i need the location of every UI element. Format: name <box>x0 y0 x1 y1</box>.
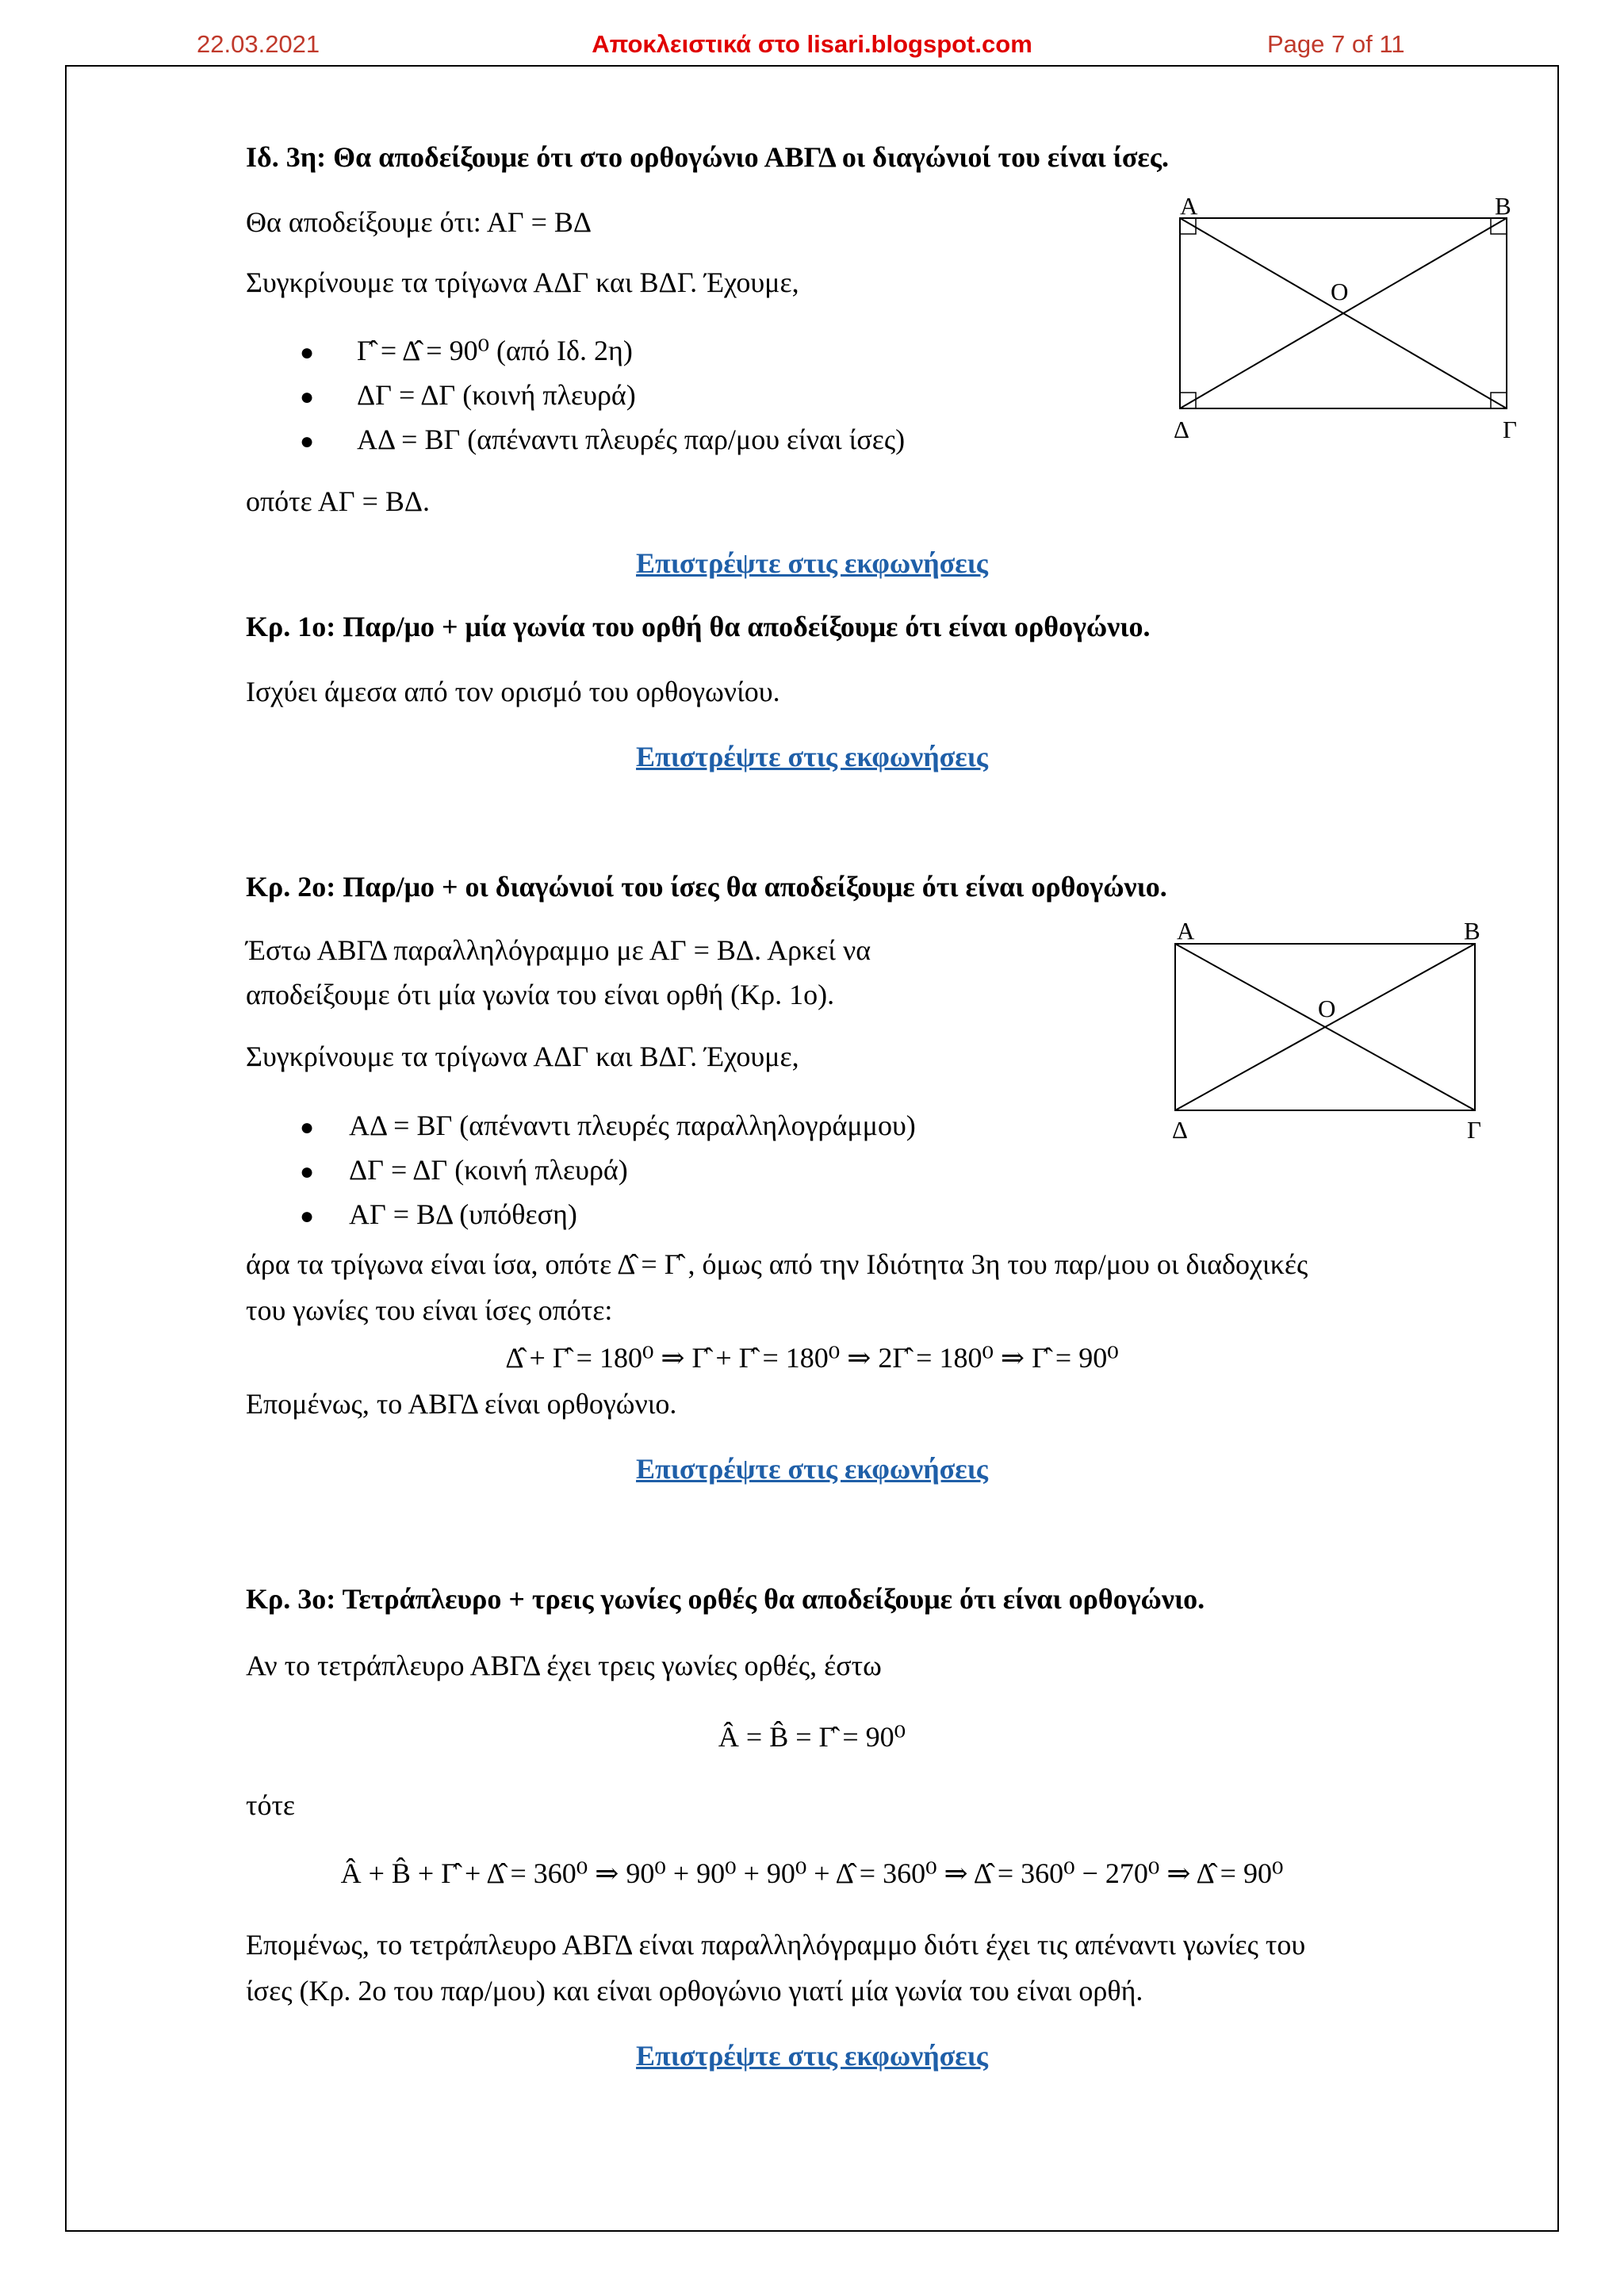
bullet-dot: ● <box>300 1114 315 1140</box>
return-link[interactable]: Επιστρέψτε στις εκφωνήσεις <box>636 1453 988 1485</box>
vertex-label-d: Δ <box>1172 1116 1188 1144</box>
vertex-label-a: Α <box>1177 917 1195 945</box>
sec3-bullet3: ΑΓ = ΒΔ (υπόθεση) <box>349 1198 577 1230</box>
vertex-label-b: Β <box>1495 192 1511 220</box>
sec4-title: Κρ. 3ο: Τετράπλευρο + τρεις γωνίες ορθές θα αποδείξουμε ότι είναι ορθογώνιο. <box>246 1583 1205 1615</box>
sec2-line1: Ισχύει άμεσα από τον ορισμό του ορθογωνίου. <box>246 676 780 707</box>
sec1-title: Ιδ. 3η: Θα αποδείξουμε ότι στο ορθογώνιο ΑΒΓΔ οι διαγώνιοί του είναι ίσες. <box>246 141 1169 173</box>
sec4-equation2: Â + B̂ + Γ̂ + Δ̂ = 360⁰ ⇒ 90⁰ + 90⁰ + 90⁰ + Δ̂ = 360⁰ ⇒ Δ̂ = 360⁰ − 270⁰ ⇒ Δ̂ = 90⁰ <box>340 1857 1284 1889</box>
sec3-bullet1: ΑΔ = ΒΓ (απέναντι πλευρές παραλληλογράμμου) <box>349 1110 916 1141</box>
vertex-label-g: Γ <box>1467 1116 1481 1144</box>
sec3-title: Κρ. 2ο: Παρ/μο + οι διαγώνιοί του ίσες θα αποδείξουμε ότι είναι ορθογώνιο. <box>246 871 1167 903</box>
sec1-bullet3: ΑΔ = ΒΓ (απέναντι πλευρές παρ/μου είναι ίσες) <box>357 424 906 455</box>
bullet-dot: ● <box>300 1159 315 1185</box>
bullet-dot: ● <box>300 428 315 454</box>
rectangle-figure-1 <box>1166 190 1530 452</box>
sec3-line1: Έστω ΑΒΓΔ παραλληλόγραμμο με ΑΓ = ΒΔ. Αρκεί να <box>246 934 871 966</box>
vertex-label-a: Α <box>1180 192 1198 220</box>
sec2-title: Κρ. 1ο: Παρ/μο + μία γωνία του ορθή θα αποδείξουμε ότι είναι ορθογώνιο. <box>246 611 1151 642</box>
center-label-o: Ο <box>1331 278 1349 305</box>
sec1-conclusion: οπότε ΑΓ = ΒΔ. <box>246 485 431 517</box>
header-date: 22.03.2021 <box>197 30 320 58</box>
sec3-equation: Δ̂ + Γ̂ = 180⁰ ⇒ Γ̂ + Γ̂ = 180⁰ ⇒ 2Γ̂ = 180⁰ ⇒ Γ̂ = 90⁰ <box>505 1342 1119 1374</box>
sec3-line4: άρα τα τρίγωνα είναι ίσα, οπότε Δ̂ = Γ̂ , όμως από την Ιδιότητα 3η του παρ/μου οι διαδοχικές <box>246 1248 1308 1280</box>
bullet-dot: ● <box>300 384 315 410</box>
sec3-line6: Επομένως, το ΑΒΓΔ είναι ορθογώνιο. <box>246 1388 677 1420</box>
sec3-line2: αποδείξουμε ότι μία γωνία του είναι ορθή (Κρ. 1ο). <box>246 979 835 1010</box>
sec4-line4: ίσες (Κρ. 2ο του παρ/μου) και είναι ορθογώνιο γιατί μία γωνία του είναι ορθή. <box>246 1975 1143 2007</box>
sec4-line3: Επομένως, το τετράπλευρο ΑΒΓΔ είναι παραλληλόγραμμο διότι έχει τις απέναντι γωνίες του <box>246 1929 1306 1961</box>
sec4-line1: Αν το τετράπλευρο ΑΒΓΔ έχει τρεις γωνίες ορθές, έστω <box>246 1650 882 1681</box>
sec1-bullet2: ΔΓ = ΔΓ (κοινή πλευρά) <box>357 379 636 411</box>
sec1-line1: Θα αποδείξουμε ότι: ΑΓ = ΒΔ <box>246 206 592 238</box>
vertex-label-d: Δ <box>1174 416 1189 443</box>
return-link[interactable]: Επιστρέψτε στις εκφωνήσεις <box>636 741 988 772</box>
sec4-equation1: Â = B̂ = Γ̂ = 90⁰ <box>718 1721 906 1753</box>
sec1-bullet1: Γ̂ = Δ̂ = 90⁰ (από Ιδ. 2η) <box>357 335 633 366</box>
header-page-number: Page 7 of 11 <box>1267 30 1405 58</box>
sec3-line5: του γωνίες του είναι ίσες οπότε: <box>246 1294 613 1326</box>
return-link[interactable]: Επιστρέψτε στις εκφωνήσεις <box>636 2040 988 2072</box>
sec3-line3: Συγκρίνουμε τα τρίγωνα ΑΔΓ και ΒΔΓ. Έχουμε, <box>246 1041 799 1072</box>
header-site-link[interactable]: Αποκλειστικά στο lisari.blogspot.com <box>592 30 1032 58</box>
vertex-label-g: Γ <box>1503 416 1517 443</box>
sec1-line2: Συγκρίνουμε τα τρίγωνα ΑΔΓ και ΒΔΓ. Έχουμε, <box>246 266 799 298</box>
vertex-label-b: Β <box>1464 917 1480 945</box>
center-label-o: Ο <box>1318 995 1336 1022</box>
bullet-dot: ● <box>300 1203 315 1229</box>
return-link[interactable]: Επιστρέψτε στις εκφωνήσεις <box>636 547 988 579</box>
sec4-line2: τότε <box>246 1789 296 1821</box>
bullet-dot: ● <box>300 339 315 366</box>
rectangle-figure-2 <box>1166 912 1499 1150</box>
sec3-bullet2: ΔΓ = ΔΓ (κοινή πλευρά) <box>349 1154 628 1186</box>
